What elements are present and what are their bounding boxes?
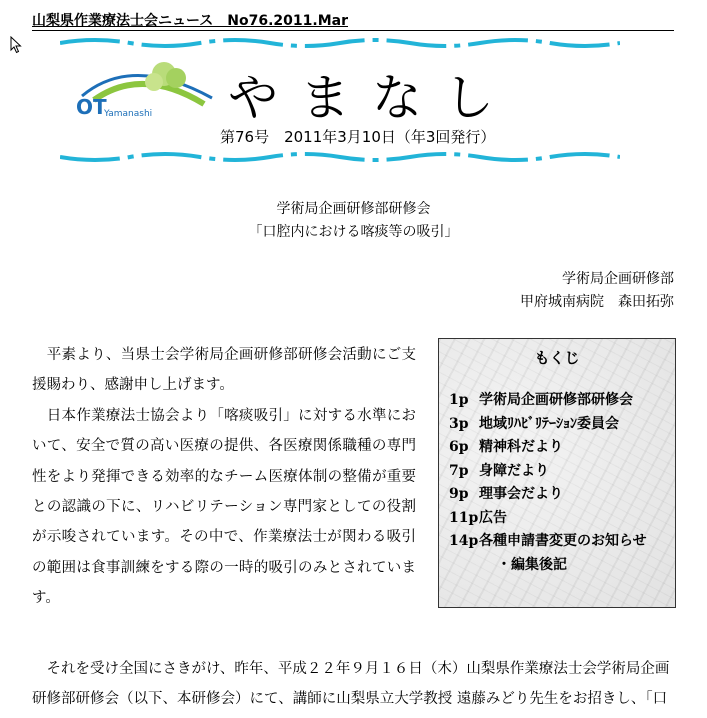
toc-item [449,507,647,531]
decorative-wave-top [60,36,620,50]
ot-yamanashi-logo [72,56,222,126]
issue-info: 第76号 2011年3月10日（年3回発行） [220,128,496,146]
article-heading-line2: 「口腔内における喀痰等の吸引」 [248,224,459,240]
table-of-contents [438,338,676,608]
toc-page-number: 3p [449,415,469,432]
newsletter-title: やまなし [228,69,516,127]
svg-text:Yamanashi: Yamanashi [104,109,153,119]
toc-item [449,530,647,554]
author-name: 甲府城南病院 森田拓弥 [520,294,674,310]
toc-page-number: 14p [449,533,479,549]
toc-item-label: 広告 [479,509,507,526]
svg-text:OT: OT [76,95,107,119]
paragraph: 日本作業療法士協会より「喀痰吸引」に対する水準において、安全で質の高い医療の提供、各医療関係職種の専門性をより発揮できる効率的なチーム医療体制の整備が重要との認識の下に、リハビリテーション専門家としての役割が示唆されています。その中で、作業療法士が関わる吸引の範囲は食事訓練をする際の一時的吸引のみとされています。 [32,407,416,607]
toc-title: もくじ [534,349,580,367]
toc-item [449,413,647,437]
toc-page-number: 9p [449,486,469,502]
article-heading-line1: 学術局企画研修部研修会 [276,201,431,217]
decorative-wave-bottom [60,150,620,164]
toc-item [449,436,647,460]
toc-item [449,483,647,507]
toc-item-label: 理事会だより [479,486,563,502]
paragraph-line: 研修部研修会（以下、本研修会）にて、講師に山梨県立大学教授 遠藤みどり先生をお招きし、「口 [32,691,668,708]
toc-page-number: 6p [449,439,469,455]
mouse-cursor-icon [10,36,24,54]
toc-item [449,389,647,413]
paragraph-line: それを受け全国にさきがけ、昨年、平成２２年９月１６日（木）山梨県作業療法士会学術局企画 [32,661,670,677]
paragraph: 平素より、当県士会学術局企画研修部研修会活動にご支援賜わり、感謝申し上げます。 [32,347,416,394]
toc-item-label: 精神科だより [479,439,563,455]
toc-item-label: 学術局企画研修部研修会 [479,392,633,408]
toc-item-label: 各種申請書変更のお知らせ [479,533,647,549]
article-body-continued [32,654,676,715]
toc-item [449,460,647,484]
newsletter-header: 山梨県作業療法士会ニュース No76.2011.Mar [32,10,674,31]
toc-item-label: 身障だより [479,462,549,479]
article-body [32,340,416,614]
author-department: 学術局企画研修部 [562,271,674,287]
toc-item-label: 地域ﾘﾊﾋﾞﾘﾃｰｼｮﾝ委員会 [479,415,619,432]
toc-sub-item: ・編集後記 [497,556,567,573]
toc-page-number: 1p [449,392,469,408]
toc-page-number: 7p [449,462,469,479]
toc-page-number: 11p [449,509,479,526]
